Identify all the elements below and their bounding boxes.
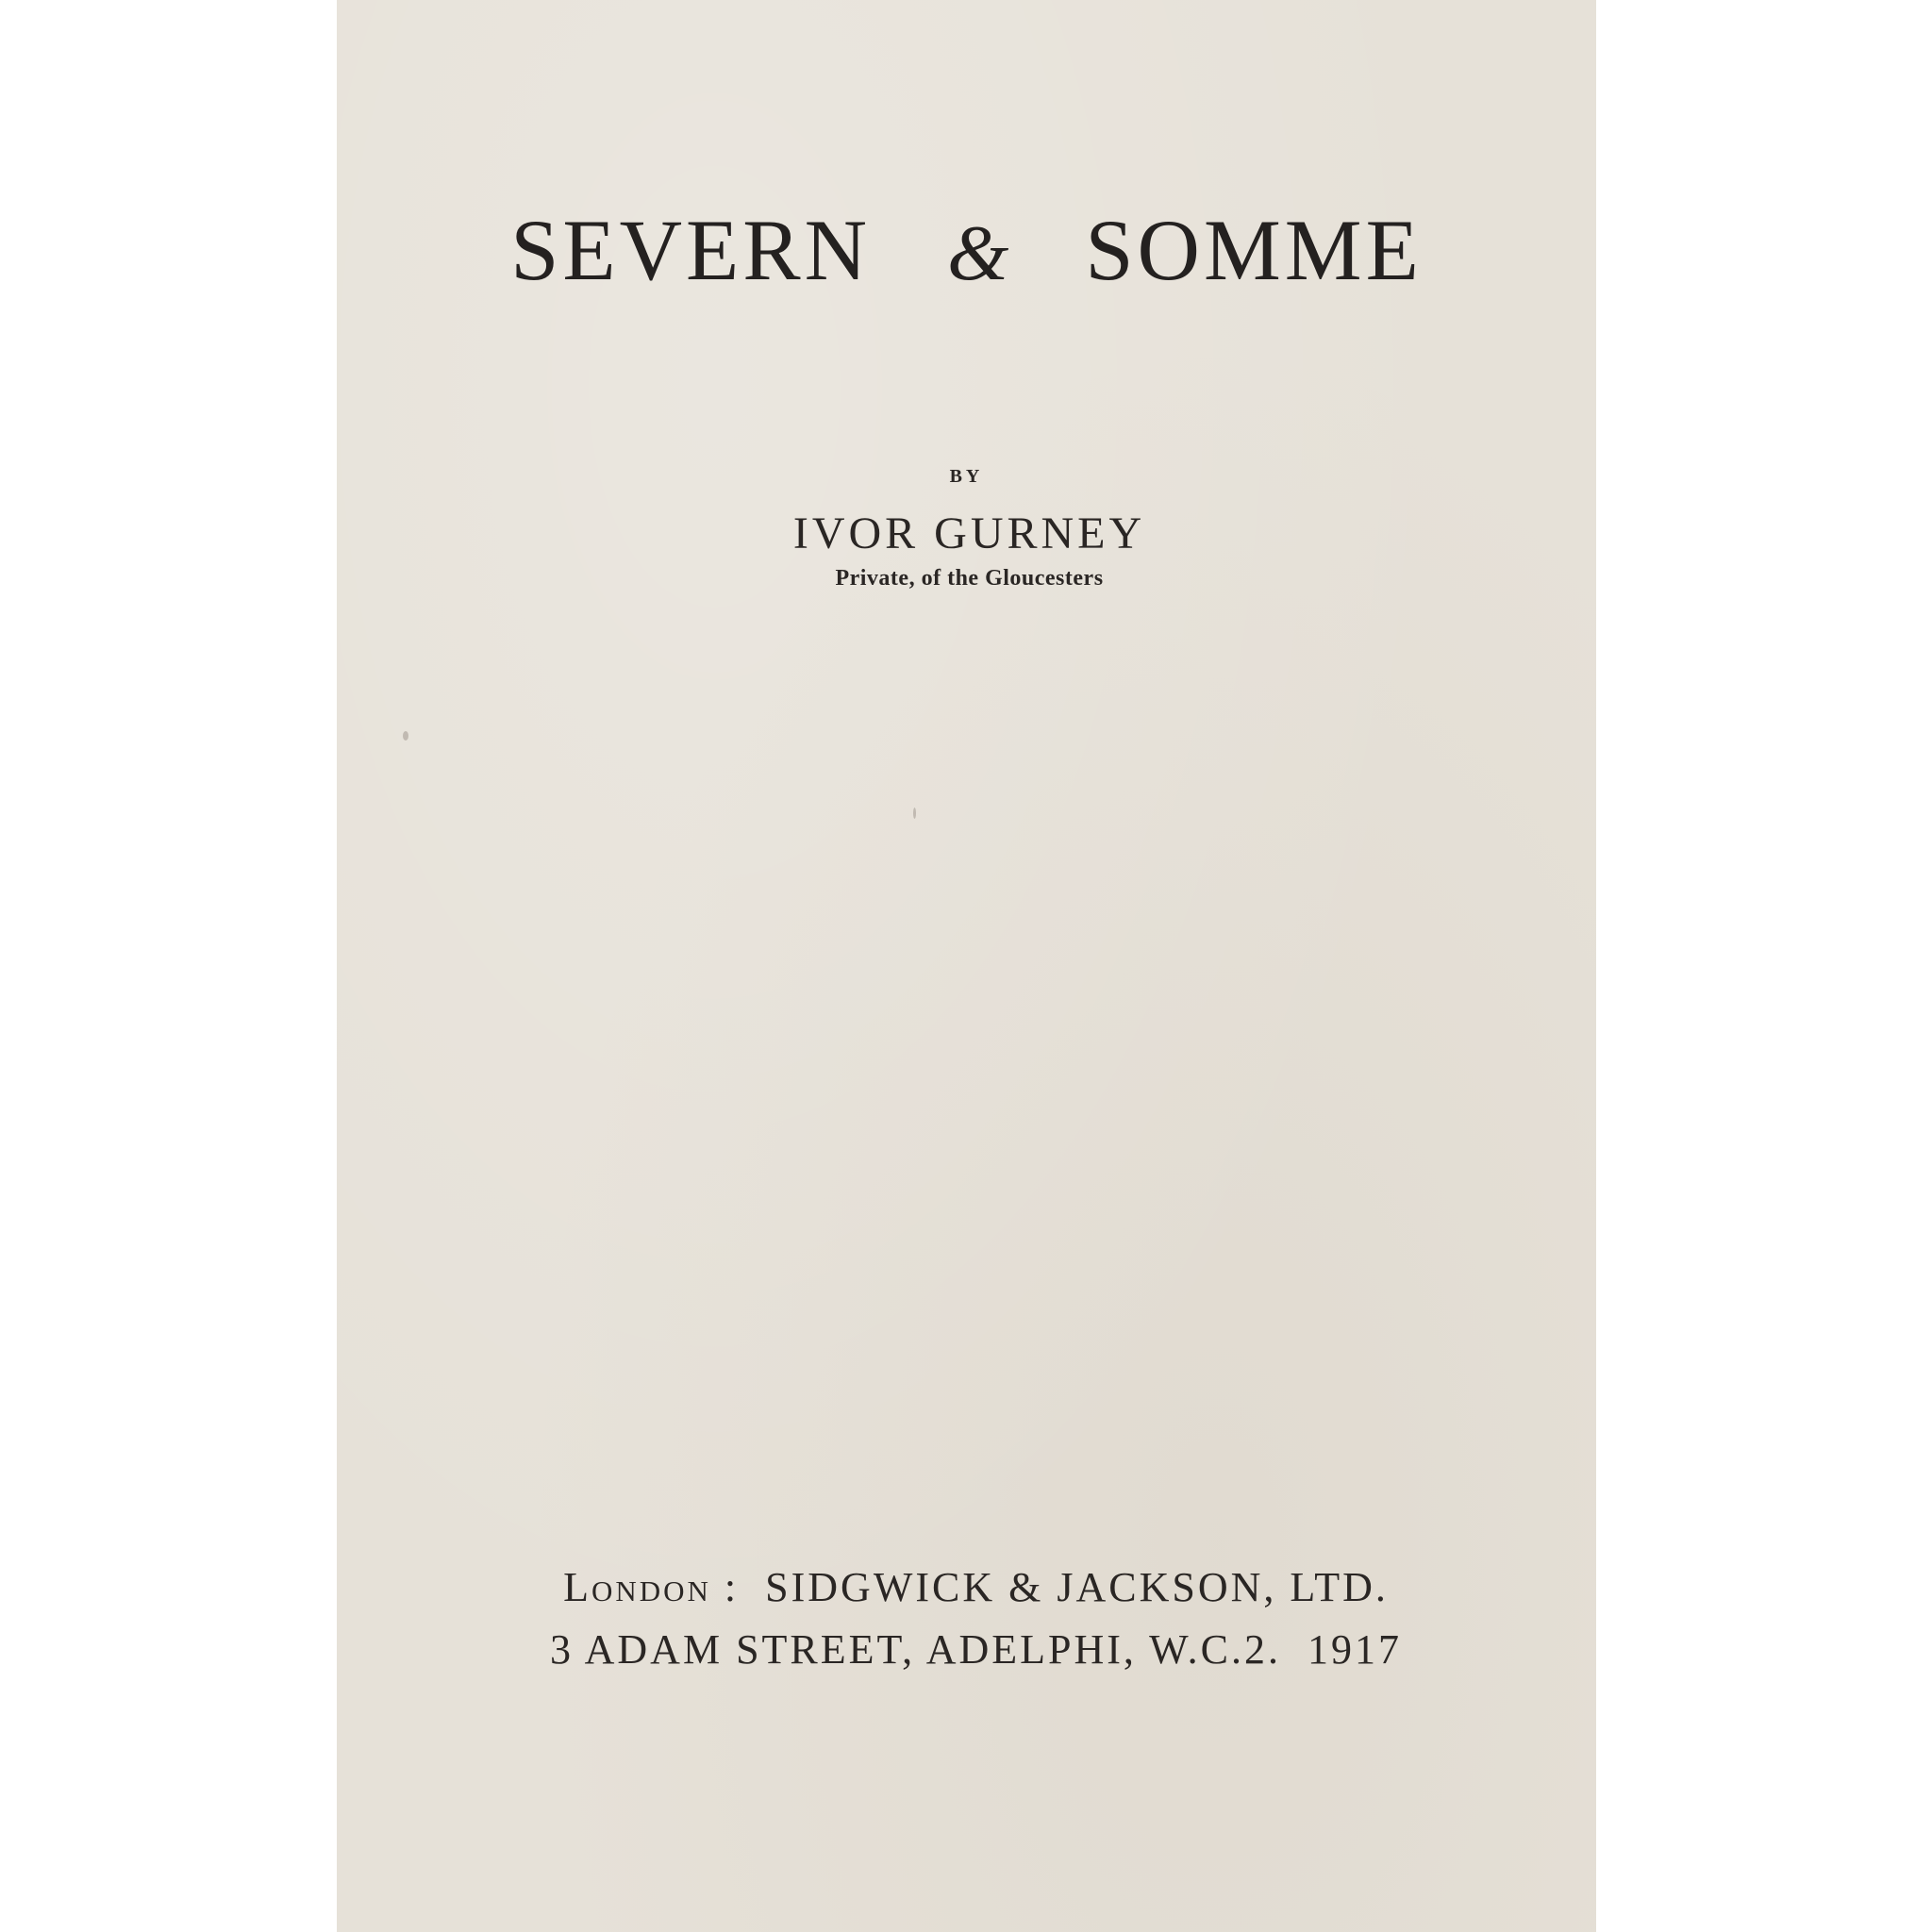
- byline: BY: [949, 466, 984, 487]
- author-name: IVOR GURNEY: [792, 508, 1146, 558]
- book-title-right: SOMME: [1085, 202, 1423, 298]
- book-title-ampersand: &: [947, 209, 1009, 297]
- imprint-address-line: [337, 1625, 1596, 1674]
- imprint-city: London: [563, 1564, 711, 1610]
- paper-speck: [403, 731, 408, 741]
- paper-speck: [913, 808, 916, 819]
- author-role: Private, of the Gloucesters: [835, 566, 1104, 591]
- imprint-publisher-line: [337, 1563, 1596, 1611]
- book-title-left: SEVERN: [510, 202, 872, 298]
- book-title: [337, 200, 1596, 300]
- title-page: [337, 0, 1596, 1932]
- imprint-publisher: SIDGWICK & JACKSON, LTD.: [765, 1564, 1389, 1610]
- imprint-address: 3 ADAM STREET, ADELPHI, W.C.2.: [550, 1626, 1281, 1673]
- imprint-separator: :: [710, 1564, 753, 1610]
- imprint-year: 1917: [1307, 1626, 1402, 1673]
